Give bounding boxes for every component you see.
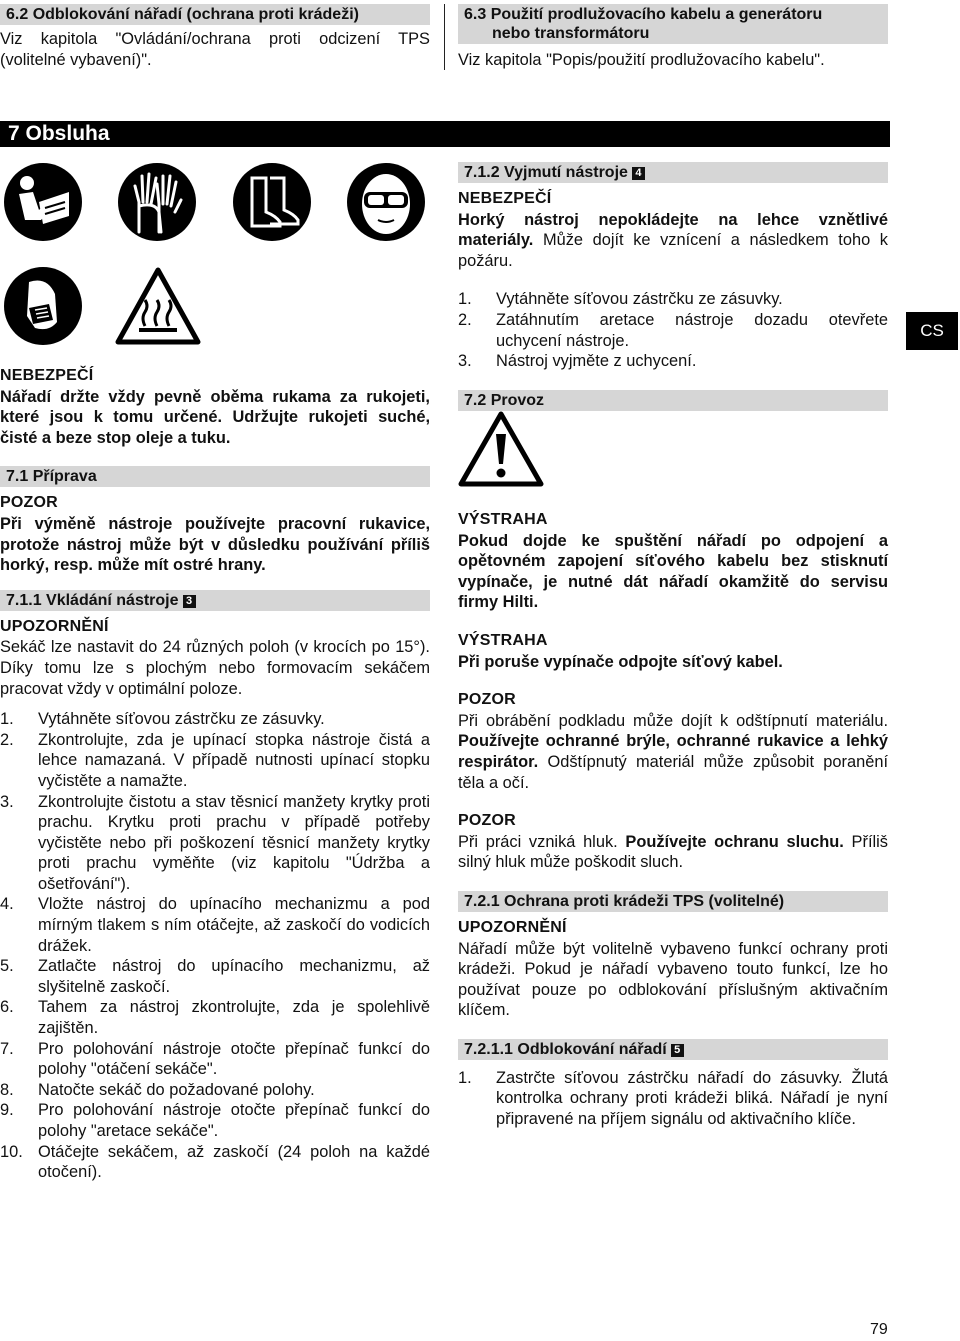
danger-label: NEBEZPEČÍ <box>458 190 552 207</box>
unlock-steps-list <box>458 1068 888 1130</box>
safety-boots-icon <box>232 162 312 242</box>
danger-label: NEBEZPEČÍ <box>0 367 94 384</box>
chapter-title: 7 Obsluha <box>8 122 110 145</box>
list-item: 9. Pro polohování nástroje otočte přepínač funkcí do polohy "aretace sekáče". <box>0 1101 430 1140</box>
page-number: 79 <box>870 1321 888 1338</box>
warning-label: VÝSTRAHA <box>458 511 548 528</box>
section-text: Viz kapitola "Ovládání/ochrana proti odcizení TPS (volitelné vybavení)". <box>0 30 430 69</box>
insert-steps-list <box>0 709 430 1183</box>
language-tab: CS <box>906 312 958 350</box>
section-heading: 6.2 Odblokování nářadí (ochrana proti krádeži) <box>0 4 430 25</box>
caution-label: POZOR <box>458 812 516 830</box>
figure-badge: 5 <box>671 1044 684 1057</box>
figure-badge: 4 <box>632 167 645 180</box>
list-item: 3. Nástroj vyjměte z uchycení. <box>458 352 697 371</box>
list-item: 5. Zatlačte nástroj do upínacího mechanizmu, až slyšitelně zaskočí. <box>0 957 430 996</box>
list-item: 3. Zkontrolujte čistotu a stav těsnicí manžety krytky proti prachu. Krytku proti prachu v případě potřeby vyčistěte nebo při poškození těsnicí manžety krytky proti prachu vyměňte (viz kapitolu "Údržba a ošetřování"). <box>0 792 430 893</box>
left-column <box>0 366 430 1183</box>
remove-steps-list <box>458 289 888 371</box>
danger-text: Horký nástroj nepokládejte na lehce vznětlivé materiály. Může dojít ke vznícení a následkem toho k požáru. <box>458 210 889 270</box>
list-item: 6. Tahem za nástroj zkontrolujte, zda je spolehlivě zajištěn. <box>0 998 430 1038</box>
column-divider <box>444 4 445 70</box>
gloves-icon <box>117 162 197 242</box>
warning-text: Pokud dojde ke spuštění nářadí po odpojení a opětovném zapojení síťového kabelu bez stisknutí vypínače, je nutné dát nářadí okamžitě do servisu firmy Hilti. <box>458 531 888 612</box>
hot-surface-warning-icon <box>115 266 201 346</box>
list-item: 1. Vytáhněte síťovou zástrčku ze zásuvky. <box>0 710 325 729</box>
caution-text: Při obrábění podkladu může dojít k odštípnutí materiálu. Používejte ochranné brýle, ochranné rukavice a lehký respirátor. Odštípnutý materiál může způsobit poranění těla a očí. <box>458 711 888 792</box>
section-6-3 <box>458 4 888 71</box>
list-item: 10. Otáčejte sekáčem, až zaskočí (24 poloh na každé otočení). <box>0 1142 430 1182</box>
caution-label: POZOR <box>0 494 58 512</box>
goggles-icon <box>346 162 426 242</box>
right-column-upper <box>458 162 888 411</box>
section-7-2-1-1-heading: 7.2.1.1 Odblokování nářadí 5 <box>458 1039 888 1060</box>
chapter-bar <box>0 121 890 147</box>
section-7-1-1-heading: 7.1.1 Vkládání nástroje 3 <box>0 590 430 611</box>
section-7-1-heading: 7.1 Příprava <box>0 466 430 487</box>
caution-text: Při práci vzniká hluk. Používejte ochranu sluchu. Příliš silný hluk může poškodit sluch. <box>458 832 888 872</box>
note-text: Nářadí může být volitelně vybaveno funkcí ochrany proti krádeži. Pokud je nářadí vybaveno touto funkcí, lze ho používat pouze po odblokování příslušným aktivačním klíčem. <box>458 939 888 1020</box>
list-item: 2. Zkontrolujte, zda je upínací stopka nástroje čistá a lehce namazaná. V případě nutnosti upínací stopku vyčistěte a namažte. <box>0 730 430 790</box>
section-text: Viz kapitola "Popis/použití prodlužovacího kabelu". <box>458 51 825 69</box>
warning-text: Při poruše vypínače odpojte síťový kabel. <box>458 652 783 671</box>
list-item: 7. Pro polohování nástroje otočte přepínač funkcí do polohy "otáčení sekáče". <box>0 1039 430 1079</box>
list-item: 4. Vložte nástroj do upínacího mechanizmu a pod mírným tlakem s ním otáčejte, až zaskočí do vodicích drážek. <box>0 895 430 955</box>
caution-label: POZOR <box>458 691 516 709</box>
general-warning-icon <box>458 410 544 488</box>
section-7-1-2-heading: 7.1.2 Vyjmutí nástroje 4 <box>458 162 888 183</box>
list-item: 2. Zatáhnutím aretace nástroje dozadu otevřete uchycení nástroje. <box>458 310 888 350</box>
warning-label: VÝSTRAHA <box>458 631 548 649</box>
section-6-2 <box>0 4 430 70</box>
list-item: 8. Natočte sekáč do požadované polohy. <box>0 1080 315 1099</box>
list-item: 1. Vytáhněte síťovou zástrčku ze zásuvky. <box>458 290 783 309</box>
note-text: Sekáč lze nastavit do 24 různých poloh (v krocích po 15°). Díky tomu lze s plochým nebo formovacím sekáčem pracovat vždy v optimální poloze. <box>0 638 430 698</box>
right-column-lower <box>458 510 888 1130</box>
respirator-icon <box>3 266 83 346</box>
list-item: 1. Zastrčte síťovou zástrčku nářadí do zásuvky. Žlutá kontrolka ochrany proti krádeži bliká. Nářadí je nyní připravené na příjem signálu od aktivačního klíče. <box>458 1068 888 1129</box>
section-7-2-1-heading: 7.2.1 Ochrana proti krádeži TPS (volitelné) <box>458 891 888 912</box>
read-manual-icon <box>3 162 83 242</box>
figure-badge: 3 <box>183 595 196 608</box>
section-7-2-heading: 7.2 Provoz <box>458 390 888 411</box>
caution-text: Při výměně nástroje používejte pracovní rukavice, protože nástroj může být v důsledku používání příliš horký, resp. může mít ostré hrany. <box>0 514 430 575</box>
note-label: UPOZORNĚNÍ <box>458 918 567 936</box>
section-heading: 6.3 Použití prodlužovacího kabelu a generátoru nebo transformátoru <box>458 4 888 44</box>
note-label: UPOZORNĚNÍ <box>0 617 109 635</box>
danger-text: Nářadí držte vždy pevně oběma rukama za rukojeti, které jsou k tomu určené. Udržujte rukojeti suché, čisté a beze stop oleje a tuku. <box>0 387 430 447</box>
